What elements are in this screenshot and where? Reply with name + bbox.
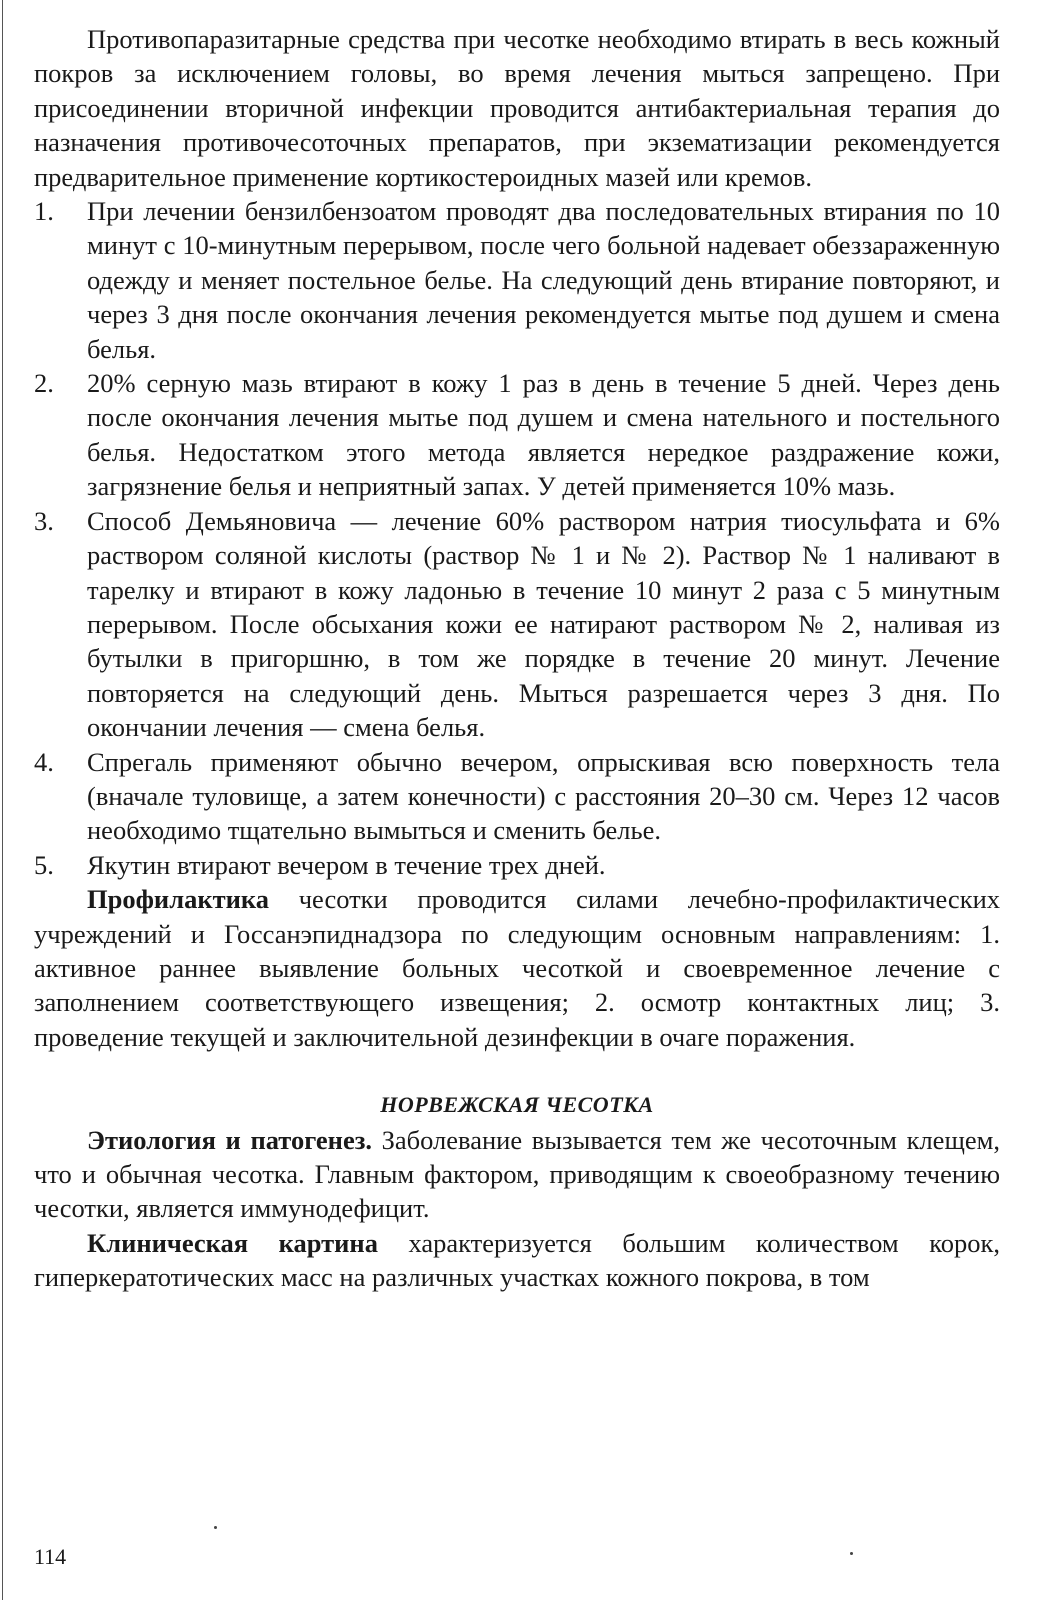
page-edge-line xyxy=(2,0,3,1600)
list-item-number: 1. xyxy=(34,196,54,227)
paragraph-treatment-intro: Противопаразитарные средства при чесотке необходимо втирать в весь кожный покров за исключением головы, во время лечения мыться запрещено. При присоединении вторичной инфекции проводится антибактериальная терапия до назначения противочесоточных препаратов, при экзематизации рекомендуется предварительное применение кортикостероидных мазей или кремов. xyxy=(34,24,1000,192)
list-item xyxy=(34,366,1000,504)
etiology-heading: Этиология и патогенез. xyxy=(87,1124,372,1155)
list-item-text: Спрегаль применяют обычно вечером, опрыскивая всю поверхность тела (вначале туловище, а затем конечности) с расстояния 20–30 см. Через 12 часов необходимо тщательно вымыться и сменить белье. xyxy=(87,746,1000,846)
page-content xyxy=(34,22,1000,1295)
section-title: НОРВЕЖСКАЯ ЧЕСОТКА xyxy=(380,1092,654,1118)
paragraph-clinical xyxy=(34,1226,1000,1295)
paragraph-prophylaxis xyxy=(34,882,1000,1054)
clinical-text: характеризуется большим количеством корок, гиперкератотических масс на различных участках кожного покрова, в том xyxy=(34,1227,1000,1293)
list-item xyxy=(34,194,1000,366)
list-item-number: 5. xyxy=(34,849,54,880)
prophylaxis-text: чесотки проводится силами лечебно-профилактических учреждений и Госсанэпиднадзора по следующим основным направлениям: 1. активное раннее выявление больных чесоткой и своевременное лечение с заполнением соответствующего извещения; 2. осмотр контактных лиц; 3. проведение текущей и заключительной дезинфекции в очаге поражения. xyxy=(34,884,1000,1052)
list-item xyxy=(34,848,1000,882)
paragraph-etiology xyxy=(34,1123,1000,1226)
list-item-number: 4. xyxy=(34,746,54,777)
scan-speck xyxy=(850,1552,853,1555)
list-item xyxy=(34,504,1000,745)
etiology-text: Заболевание вызывается тем же чесоточным клещем, что и обычная чесотка. Главным фактором, приводящим к своеобразному течению чесотки, является иммунодефицит. xyxy=(34,1124,1001,1224)
clinical-heading: Клиническая картина xyxy=(87,1227,378,1258)
list-item-text: 20% серную мазь втирают в кожу 1 раз в день в течение 5 дней. Через день после окончания лечения мытье под душем и смена нательного и постельного белья. Недостатком этого метода является нередкое раздражение кожи, загрязнение белья и неприятный запах. У детей применяется 10% мазь. xyxy=(87,368,1000,502)
prophylaxis-heading: Профилактика xyxy=(87,884,269,915)
list-item-text: Якутин втирают вечером в течение трех дней. xyxy=(87,849,606,880)
list-item-text: Способ Демьяновича — лечение 60% раствором натрия тиосульфата и 6% раствором соляной кислоты (раствор № 1 и № 2). Раствор № 1 наливают в тарелку и втирают в кожу ладонью в течение 10 минут 2 раза с 5 минутным перерывом. После обсыхания кожи ее натирают раствором № 2, наливая из бутылки в пригоршню, в том же порядке в течение 20 минут. Лечение повторяется на следующий день. Мыться разрешается через 3 дня. По окончании лечения — смена белья. xyxy=(87,505,1000,743)
list-item xyxy=(34,745,1000,848)
list-item-text: При лечении бензилбензоатом проводят два последовательных втирания по 10 минут с 10-минутным перерывом, после чего больной надевает обеззараженную одежду и меняет постельное белье. На следующий день втирание повторяют, и через 3 дня после окончания лечения рекомендуется мытье под душем и смена белья. xyxy=(87,196,1000,364)
treatment-list xyxy=(34,194,1000,882)
list-item-number: 3. xyxy=(34,505,54,536)
list-item-number: 2. xyxy=(34,368,54,399)
scan-speck xyxy=(214,1526,217,1529)
page-number: 114 xyxy=(34,1544,67,1569)
